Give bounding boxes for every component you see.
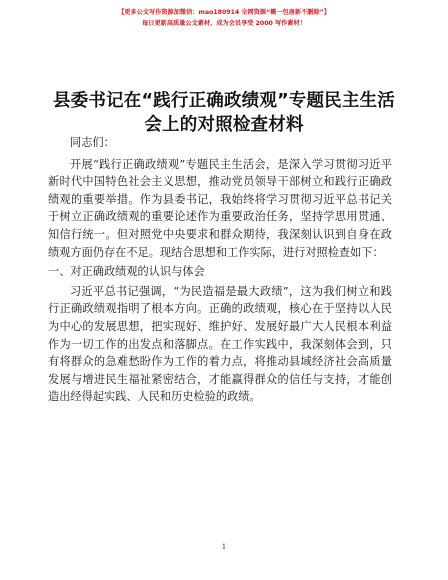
- promo-banner: [0, 7, 448, 29]
- document-title-line2: 会上的对照检查材料: [144, 115, 304, 135]
- promo-banner-line1: 【更多公文写作资源加微信：mao180914 全网资源“概一包唐新不删除”】: [118, 9, 330, 16]
- document-title-line1: 县委书记在“践行正确政绩观”专题民主生活: [52, 91, 395, 111]
- greeting: 同志们：: [70, 136, 115, 149]
- promo-banner-line2: 每日更新高质量公文素材，成为会员享受 2000 写作素材！: [142, 20, 306, 27]
- section-heading-1: 一、对正确政绩观的认识与体会: [48, 265, 205, 279]
- intro-paragraph: 开展“践行正确政绩观”专题民主生活会，是深入学习贯彻习近平新时代中国特色社会主义思想，推动党员领导干部树立和践行正确政绩观的重要举措。作为县委书记，我始终将学习贯彻习近平总书记关于树立正确政绩观的重要论述作为重要政治任务，坚持学思用贯通、知信行统一。但对照党中央要求和群众期待，我深刻认识到自身在政绩观方面仍存在不足。现结合思想和工作实际，进行对照检查如下：: [48, 157, 392, 259]
- section-1-paragraph: 习近平总书记强调，“为民造福是最大政绩”，这为我们树立和践行正确政绩观指明了根本方向。正确的政绩观，核心在于坚持以人民为中心的发展思想，把实现好、维护好、发展好最广大人民根本利益作为一切工作的出发点和落脚点。在工作实践中，我深刻体会到，只有将群众的急难愁盼作为工作的着力点，将推动县域经济社会高质量发展与增进民生福祉紧密结合，才能赢得群众的信任与支持，才能创造出经得起实践、人民和历史检验的政绩。: [48, 284, 392, 404]
- document-body: [48, 134, 392, 408]
- page-number: 1: [221, 543, 227, 551]
- document-title: [40, 89, 408, 137]
